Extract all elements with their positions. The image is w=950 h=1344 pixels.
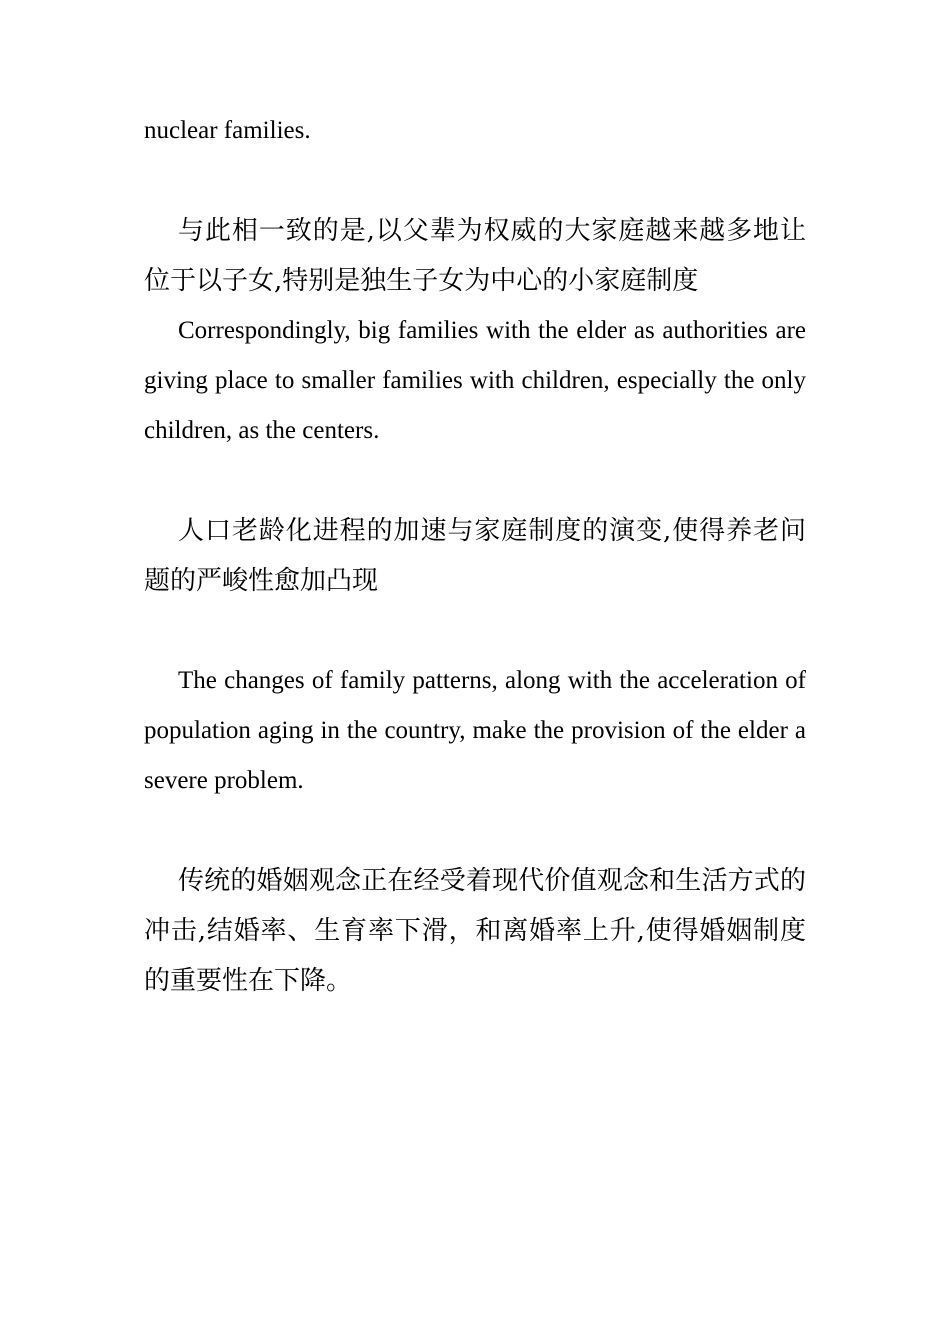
paragraph-english-family-shift: Correspondingly, big families with the elder as authorities are giving place to smaller families with children, especially the only children, as the centers. xyxy=(144,317,806,444)
paragraph-chinese-family-shift: 与此相一致的是,以父辈为权威的大家庭越来越多地让位于以子女,特别是独生子女为中心的小家庭制度 xyxy=(144,216,806,296)
paragraph-english-aging: The changes of family patterns, along with the acceleration of population aging in the country, make the provision of the elder a severe problem. xyxy=(144,667,806,794)
paragraph-spacer xyxy=(144,156,806,206)
paragraph-nuclear-families: nuclear families. xyxy=(144,117,311,144)
paragraph-chinese-aging: 人口老龄化进程的加速与家庭制度的演变,使得养老问题的严峻性愈加凸现 xyxy=(144,516,806,596)
document-page xyxy=(144,106,806,1006)
paragraph-spacer xyxy=(144,806,806,856)
paragraph-spacer xyxy=(144,456,806,506)
paragraph-spacer xyxy=(144,606,806,656)
paragraph-chinese-marriage: 传统的婚姻观念正在经受着现代价值观念和生活方式的冲击,结婚率、生育率下滑，和离婚率上升,使得婚姻制度的重要性在下降。 xyxy=(144,866,806,996)
